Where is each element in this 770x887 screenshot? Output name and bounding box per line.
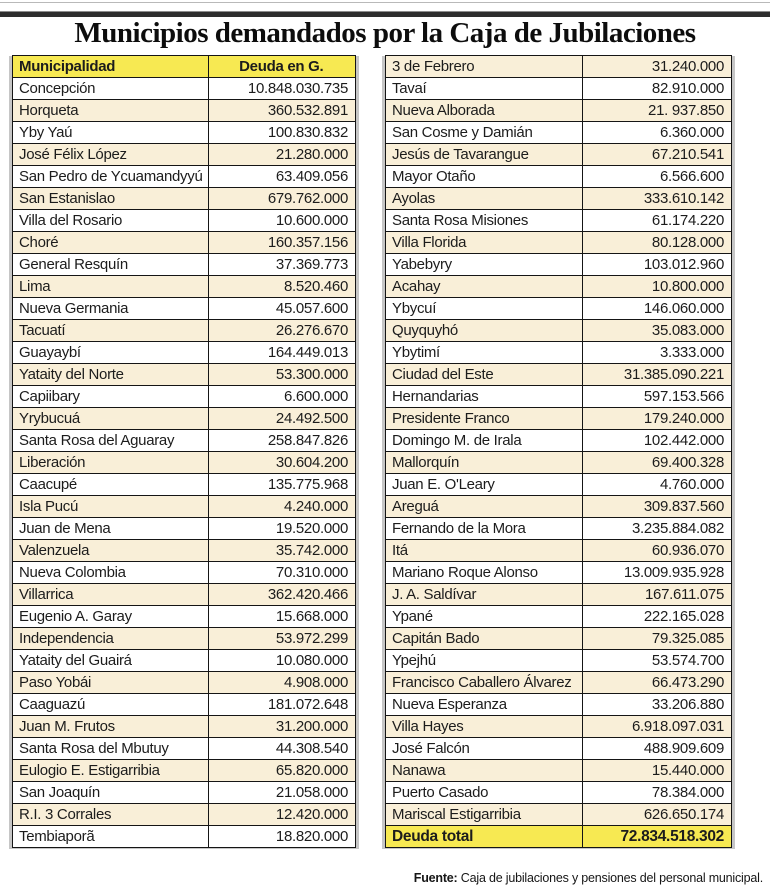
municipality-name-cell: R.I. 3 Corrales [13, 804, 209, 826]
table-row [386, 166, 732, 188]
table-row [386, 738, 732, 760]
municipality-name-cell: Quyquyhó [386, 320, 583, 342]
municipality-name-cell: Caaguazú [13, 694, 209, 716]
municipality-name-cell: Yataity del Guairá [13, 650, 209, 672]
debt-value-cell: 258.847.826 [208, 430, 356, 452]
table-row [13, 210, 356, 232]
debt-value-cell: 82.910.000 [583, 78, 732, 100]
municipality-name-cell: Capiibary [13, 386, 209, 408]
municipality-name-cell: Valenzuela [13, 540, 209, 562]
table-row [13, 254, 356, 276]
municipality-name-cell: Fernando de la Mora [386, 518, 583, 540]
source-note [414, 871, 763, 885]
debt-value-cell: 6.600.000 [208, 386, 356, 408]
table-row [13, 562, 356, 584]
table-row [386, 716, 732, 738]
table-row [386, 408, 732, 430]
debt-value-cell: 309.837.560 [583, 496, 732, 518]
debt-value-cell: 53.972.299 [208, 628, 356, 650]
debt-value-cell: 362.420.466 [208, 584, 356, 606]
table-row [386, 584, 732, 606]
municipality-name-cell: Juan de Mena [13, 518, 209, 540]
debt-value-cell: 24.492.500 [208, 408, 356, 430]
source-label: Fuente: [413, 871, 458, 885]
table-row [386, 452, 732, 474]
table-row [386, 650, 732, 672]
municipality-name-cell: Villarrica [13, 584, 209, 606]
municipality-name-cell: José Félix López [13, 144, 209, 166]
municipality-name-cell: Jesús de Tavarangue [386, 144, 583, 166]
municipality-name-cell: Guayaybí [13, 342, 209, 364]
debt-value-cell: 10.848.030.735 [208, 78, 356, 100]
municipality-name-cell: 3 de Febrero [386, 56, 583, 78]
debt-value-cell: 10.600.000 [208, 210, 356, 232]
municipality-name-cell: Yrybucuá [13, 408, 209, 430]
table-row [13, 496, 356, 518]
municipalities-table-right [385, 55, 732, 848]
table-header-row [13, 56, 356, 78]
table-row [13, 518, 356, 540]
debt-value-cell: 15.668.000 [208, 606, 356, 628]
debt-value-cell: 65.820.000 [208, 760, 356, 782]
municipality-name-cell: Nueva Esperanza [386, 694, 583, 716]
municipality-name-cell: Choré [13, 232, 209, 254]
source-text: Caja de jubilaciones y pensiones del personal municipal. [457, 871, 763, 885]
municipality-name-cell: Eugenio A. Garay [13, 606, 209, 628]
table-row [13, 232, 356, 254]
debt-value-cell: 35.742.000 [208, 540, 356, 562]
municipality-name-cell: Tembiaporã [13, 826, 209, 848]
debt-value-cell: 21.280.000 [208, 144, 356, 166]
municipality-name-cell: San Estanislao [13, 188, 209, 210]
debt-value-cell: 160.357.156 [208, 232, 356, 254]
debt-value-cell: 4.908.000 [208, 672, 356, 694]
table-row [386, 298, 732, 320]
table-row [386, 782, 732, 804]
table-row [386, 232, 732, 254]
table-row [386, 474, 732, 496]
table-row [386, 804, 732, 826]
debt-value-cell: 164.449.013 [208, 342, 356, 364]
debt-value-cell: 679.762.000 [208, 188, 356, 210]
municipality-name-cell: Mariscal Estigarribia [386, 804, 583, 826]
table-row [13, 738, 356, 760]
debt-value-cell: 6.918.097.031 [583, 716, 732, 738]
top-thin-rule [0, 2, 770, 3]
municipality-name-cell: Nueva Germania [13, 298, 209, 320]
table-row [386, 760, 732, 782]
municipality-name-cell: Itá [386, 540, 583, 562]
municipality-name-cell: José Falcón [386, 738, 583, 760]
debt-value-cell: 80.128.000 [583, 232, 732, 254]
debt-value-cell: 222.165.028 [583, 606, 732, 628]
table-row [13, 650, 356, 672]
debt-value-cell: 12.420.000 [208, 804, 356, 826]
debt-value-cell: 31.385.090.221 [583, 364, 732, 386]
debt-value-cell: 79.325.085 [583, 628, 732, 650]
municipality-name-cell: Mayor Otaño [386, 166, 583, 188]
debt-value-cell: 63.409.056 [208, 166, 356, 188]
debt-value-cell: 60.936.070 [583, 540, 732, 562]
table-row [13, 78, 356, 100]
debt-value-cell: 13.009.935.928 [583, 562, 732, 584]
table-row [13, 364, 356, 386]
municipality-name-cell: San Cosme y Damián [386, 122, 583, 144]
debt-value-cell: 135.775.968 [208, 474, 356, 496]
debt-value-cell: 21. 937.850 [583, 100, 732, 122]
municipality-name-cell: Nanawa [386, 760, 583, 782]
debt-value-cell: 488.909.609 [583, 738, 732, 760]
table-row [13, 760, 356, 782]
debt-value-cell: 3.333.000 [583, 342, 732, 364]
table-row [13, 672, 356, 694]
table-row [13, 782, 356, 804]
municipality-name-cell: Nueva Colombia [13, 562, 209, 584]
municipality-name-cell: Villa Florida [386, 232, 583, 254]
debt-value-cell: 26.276.670 [208, 320, 356, 342]
table-row [13, 606, 356, 628]
debt-value-cell: 6.360.000 [583, 122, 732, 144]
municipality-name-cell: Paso Yobái [13, 672, 209, 694]
table-row [13, 386, 356, 408]
municipality-name-cell: Mallorquín [386, 452, 583, 474]
municipality-name-cell: Areguá [386, 496, 583, 518]
table-row [13, 298, 356, 320]
table-row [13, 430, 356, 452]
tables-container [12, 55, 732, 848]
table-row [386, 100, 732, 122]
page-title: Municipios demandados por la Caja de Jubilaciones [74, 17, 696, 49]
municipality-name-cell: Capitán Bado [386, 628, 583, 650]
table-row [13, 320, 356, 342]
table-row [13, 408, 356, 430]
municipality-name-cell: San Joaquín [13, 782, 209, 804]
municipality-name-cell: Independencia [13, 628, 209, 650]
debt-value-cell: 37.369.773 [208, 254, 356, 276]
municipality-name-cell: Santa Rosa del Mbutuy [13, 738, 209, 760]
municipality-name-cell: San Pedro de Ycuamandyyú [13, 166, 209, 188]
municipalities-table-left [12, 55, 356, 848]
table-row [386, 496, 732, 518]
municipality-name-cell: Mariano Roque Alonso [386, 562, 583, 584]
debt-value-cell: 4.240.000 [208, 496, 356, 518]
municipality-name-cell: Isla Pucú [13, 496, 209, 518]
debt-value-cell: 53.300.000 [208, 364, 356, 386]
debt-value-cell: 30.604.200 [208, 452, 356, 474]
total-label-cell: Deuda total [386, 826, 583, 848]
debt-value-cell: 69.400.328 [583, 452, 732, 474]
debt-value-cell: 70.310.000 [208, 562, 356, 584]
municipality-name-cell: Ypané [386, 606, 583, 628]
debt-value-cell: 33.206.880 [583, 694, 732, 716]
debt-value-cell: 45.057.600 [208, 298, 356, 320]
municipality-name-cell: Liberación [13, 452, 209, 474]
table-row [13, 342, 356, 364]
table-row [13, 276, 356, 298]
table-row [386, 672, 732, 694]
table-row [386, 254, 732, 276]
table-row [13, 144, 356, 166]
table-row [13, 694, 356, 716]
municipality-name-cell: Lima [13, 276, 209, 298]
municipality-name-cell: Ybytimí [386, 342, 583, 364]
table-row [13, 188, 356, 210]
debt-value-cell: 53.574.700 [583, 650, 732, 672]
debt-value-cell: 167.611.075 [583, 584, 732, 606]
column-header-deuda: Deuda en G. [208, 56, 356, 78]
table-row [13, 100, 356, 122]
debt-value-cell: 10.080.000 [208, 650, 356, 672]
municipality-name-cell: Acahay [386, 276, 583, 298]
debt-value-cell: 333.610.142 [583, 188, 732, 210]
table-row [13, 540, 356, 562]
table-row [386, 430, 732, 452]
municipality-name-cell: Villa Hayes [386, 716, 583, 738]
debt-value-cell: 181.072.648 [208, 694, 356, 716]
debt-value-cell: 146.060.000 [583, 298, 732, 320]
table-row [386, 342, 732, 364]
debt-value-cell: 21.058.000 [208, 782, 356, 804]
table-row [386, 518, 732, 540]
table-row [13, 628, 356, 650]
table-row [386, 628, 732, 650]
municipality-name-cell: Ybycuí [386, 298, 583, 320]
table-row [13, 584, 356, 606]
debt-value-cell: 597.153.566 [583, 386, 732, 408]
table-row [386, 56, 732, 78]
municipality-name-cell: Presidente Franco [386, 408, 583, 430]
debt-value-cell: 35.083.000 [583, 320, 732, 342]
debt-value-cell: 18.820.000 [208, 826, 356, 848]
municipality-name-cell: Ypejhú [386, 650, 583, 672]
table-row [386, 276, 732, 298]
table-row [13, 166, 356, 188]
municipality-name-cell: Villa del Rosario [13, 210, 209, 232]
municipality-name-cell: Yabebyry [386, 254, 583, 276]
municipality-name-cell: Yby Yaú [13, 122, 209, 144]
municipality-name-cell: Tavaí [386, 78, 583, 100]
municipality-name-cell: General Resquín [13, 254, 209, 276]
municipality-name-cell: Horqueta [13, 100, 209, 122]
municipality-name-cell: Yataity del Norte [13, 364, 209, 386]
municipality-name-cell: Ayolas [386, 188, 583, 210]
table-row [13, 474, 356, 496]
total-row [386, 826, 732, 848]
debt-value-cell: 61.174.220 [583, 210, 732, 232]
table-row [386, 364, 732, 386]
table-row [13, 452, 356, 474]
debt-value-cell: 31.200.000 [208, 716, 356, 738]
table-row [386, 386, 732, 408]
table-row [386, 122, 732, 144]
municipality-name-cell: Ciudad del Este [386, 364, 583, 386]
table-row [13, 122, 356, 144]
table-row [386, 210, 732, 232]
debt-value-cell: 19.520.000 [208, 518, 356, 540]
total-value-cell: 72.834.518.302 [583, 826, 732, 848]
debt-value-cell: 44.308.540 [208, 738, 356, 760]
municipality-name-cell: Concepción [13, 78, 209, 100]
debt-value-cell: 78.384.000 [583, 782, 732, 804]
municipality-name-cell: Santa Rosa Misiones [386, 210, 583, 232]
municipality-name-cell: Francisco Caballero Álvarez [386, 672, 583, 694]
municipality-name-cell: J. A. Saldívar [386, 584, 583, 606]
column-header-municipalidad: Municipalidad [13, 56, 209, 78]
municipality-name-cell: Nueva Alborada [386, 100, 583, 122]
table-row [13, 716, 356, 738]
table-row [386, 606, 732, 628]
table-row [386, 188, 732, 210]
debt-value-cell: 8.520.460 [208, 276, 356, 298]
municipality-name-cell: Hernandarias [386, 386, 583, 408]
municipality-name-cell: Eulogio E. Estigarribia [13, 760, 209, 782]
table-row [386, 320, 732, 342]
debt-value-cell: 100.830.832 [208, 122, 356, 144]
table-row [386, 694, 732, 716]
debt-value-cell: 6.566.600 [583, 166, 732, 188]
municipality-name-cell: Puerto Casado [386, 782, 583, 804]
table-row [386, 562, 732, 584]
municipality-name-cell: Tacuatí [13, 320, 209, 342]
debt-value-cell: 15.440.000 [583, 760, 732, 782]
debt-value-cell: 626.650.174 [583, 804, 732, 826]
debt-value-cell: 103.012.960 [583, 254, 732, 276]
debt-value-cell: 360.532.891 [208, 100, 356, 122]
table-row [386, 540, 732, 562]
debt-value-cell: 31.240.000 [583, 56, 732, 78]
debt-value-cell: 3.235.884.082 [583, 518, 732, 540]
municipality-name-cell: Santa Rosa del Aguaray [13, 430, 209, 452]
municipality-name-cell: Juan M. Frutos [13, 716, 209, 738]
table-row [13, 804, 356, 826]
debt-value-cell: 67.210.541 [583, 144, 732, 166]
table-row [386, 144, 732, 166]
municipality-name-cell: Domingo M. de Irala [386, 430, 583, 452]
municipality-name-cell: Juan E. O'Leary [386, 474, 583, 496]
debt-value-cell: 179.240.000 [583, 408, 732, 430]
debt-value-cell: 4.760.000 [583, 474, 732, 496]
debt-value-cell: 10.800.000 [583, 276, 732, 298]
debt-value-cell: 66.473.290 [583, 672, 732, 694]
debt-value-cell: 102.442.000 [583, 430, 732, 452]
municipality-name-cell: Caacupé [13, 474, 209, 496]
table-row [13, 826, 356, 848]
table-row [386, 78, 732, 100]
